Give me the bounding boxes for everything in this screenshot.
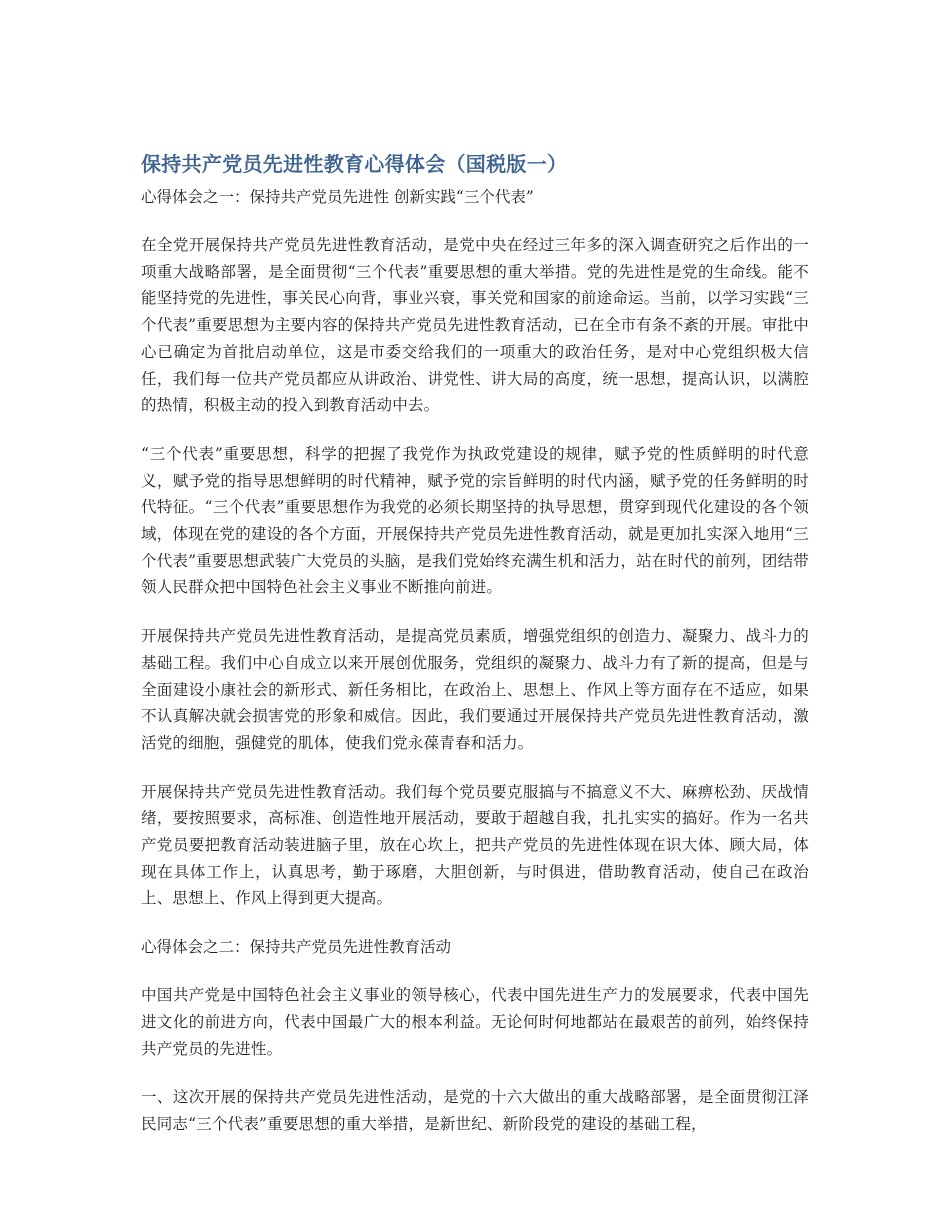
section-two-heading: 心得体会之二：保持共产党员先进性教育活动 bbox=[141, 938, 452, 957]
section-two-paragraph-1: 中国共产党是中国特色社会主义事业的领导核心，代表中国先进生产力的发展要求，代表中国先进文化的前进方向，代表中国最广大的根本利益。无论何时何地都站在最艰苦的前列，始终保持共产党员的先进性。 bbox=[141, 986, 809, 1058]
document-page bbox=[141, 150, 809, 1138]
paragraph-4: 开展保持共产党员先进性教育活动。我们每个党员要克服搞与不搞意义不大、麻痹松劲、厌战情绪，要按照要求，高标准、创造性地开展活动，要敢于超越自我，扎扎实实的搞好。作为一名共产党员要把教育活动装进脑子里，放在心坎上，把共产党员的先进性体现在识大体、顾大局，体现在具体工作上，认真思考，勤于琢磨，大胆创新，与时俱进，借助教育活动，使自己在政治上、思想上、作风上得到更大提高。 bbox=[141, 782, 809, 908]
paragraph-1: 在全党开展保持共产党员先进性教育活动，是党中央在经过三年多的深入调查研究之后作出的一项重大战略部署，是全面贯彻“三个代表”重要思想的重大举措。党的先进性是党的生命线。能不能坚持党的先进性，事关民心向背，事业兴衰，事关党和国家的前途命运。当前，以学习实践“三个代表”重要思想为主要内容的保持共产党员先进性教育活动，已在全市有条不紊的开展。审批中心已确定为首批启动单位，这是市委交给我们的一项重大的政治任务，是对中心党组织极大信任，我们每一位共产党员都应从讲政治、讲党性、讲大局的高度，统一思想，提高认识，以满腔的热情，积极主动的投入到教育活动中去。 bbox=[141, 236, 809, 415]
paragraph-3: 开展保持共产党员先进性教育活动，是提高党员素质，增强党组织的创造力、凝聚力、战斗力的基础工程。我们中心自成立以来开展创优服务，党组织的凝聚力、战斗力有了新的提高，但是与全面建设小康社会的新形式、新任务相比，在政治上、思想上、作风上等方面存在不适应，如果不认真解决就会损害党的形象和威信。因此，我们要通过开展保持共产党员先进性教育活动，激活党的细胞，强健党的肌体，使我们党永葆青春和活力。 bbox=[141, 627, 809, 752]
document-title: 保持共产党员先进性教育心得体会（国税版一） bbox=[141, 152, 568, 176]
document-subtitle: 心得体会之一：保持共产党员先进性 创新实践“三个代表” bbox=[141, 188, 534, 206]
paragraph-2: “三个代表”重要思想，科学的把握了我党作为执政党建设的规律，赋予党的性质鲜明的时代意义，赋予党的指导思想鲜明的时代精神，赋予党的宗旨鲜明的时代内涵，赋予党的任务鲜明的时代特征。“三个代表”重要思想作为我党的必须长期坚持的执导思想，贯穿到现代化建设的各个领域，体现在党的建设的各个方面，开展保持共产党员先进性教育活动，就是更加扎实深入地用“三个代表”重要思想武装广大党员的头脑，是我们党始终充满生机和活力，站在时代的前列，团结带领人民群众把中国特色社会主义事业不断推向前进。 bbox=[141, 444, 809, 597]
section-two-paragraph-2: 一、这次开展的保持共产党员先进性活动，是党的十六大做出的重大战略部署，是全面贯彻江泽民同志“三个代表”重要思想的重大举措，是新世纪、新阶段党的建设的基础工程， bbox=[141, 1088, 809, 1133]
